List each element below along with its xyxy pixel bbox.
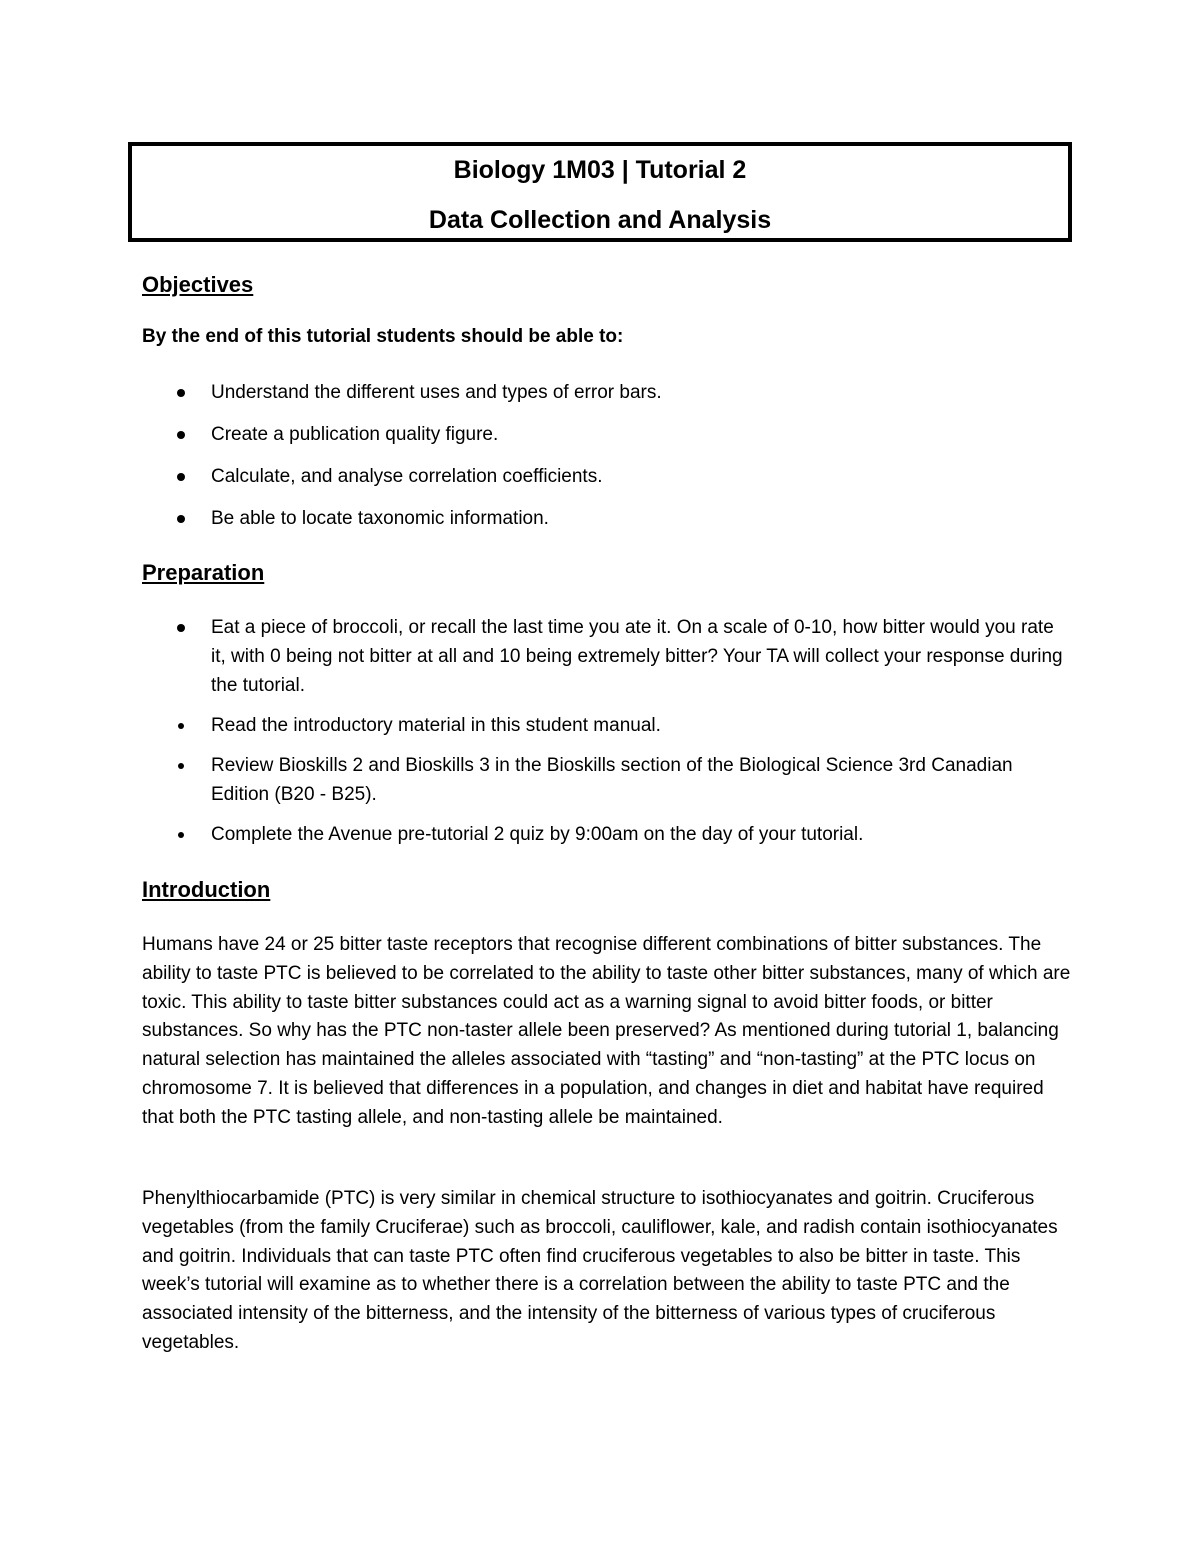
bullet-icon (177, 431, 185, 439)
objectives-heading: Objectives (142, 272, 254, 297)
bullet-icon (177, 389, 185, 397)
preparation-text: Eat a piece of broccoli, or recall the last time you ate it. On a scale of 0-10, how bitter would you rate it, with 0 being not bitter at all and 10 being extremely bitter? Your TA will collect your response during the tutorial. (211, 617, 1063, 696)
tutorial-subtitle: Data Collection and Analysis (428, 206, 772, 234)
list-item (142, 462, 1062, 491)
objective-text: Create a publication quality figure. (211, 424, 499, 445)
bullet-icon (177, 624, 185, 632)
preparation-list (142, 613, 1062, 849)
preparation-text: Read the introductory material in this student manual. (211, 715, 661, 736)
bullet-icon (178, 832, 184, 838)
intro-paragraph-1: Humans have 24 or 25 bitter taste receptors that recognise different combinations of bitter substances. The ability to taste PTC is believed to be correlated to the ability to taste other bitter substances, many of which are toxic. This ability to taste bitter substances could act as a warning signal to avoid bitter foods, or bitter substances. So why has the PTC non-taster allele been preserved? As mentioned during tutorial 1, balancing natural selection has maintained the alleles associated with “tasting” and “non-tasting” at the PTC locus on chromosome 7. It is believed that differences in a population, and changes in diet and habitat have required that both the PTC tasting allele, and non-tasting allele be maintained. (142, 934, 1071, 1128)
preparation-text: Complete the Avenue pre-tutorial 2 quiz by 9:00am on the day of your tutorial. (211, 824, 864, 845)
list-item (142, 820, 1062, 849)
objective-text: Calculate, and analyse correlation coefficients. (211, 466, 603, 487)
introduction-heading: Introduction (142, 877, 271, 902)
preparation-text: Review Bioskills 2 and Bioskills 3 in the Bioskills section of the Biological Science 3rd Canadian Edition (B20 - B25). (211, 755, 1013, 805)
bullet-icon (178, 763, 184, 769)
objectives-list (142, 378, 1062, 533)
list-item (142, 711, 1062, 740)
list-item (142, 504, 1062, 533)
objective-text: Be able to locate taxonomic information. (211, 508, 549, 529)
preparation-heading: Preparation (142, 560, 265, 585)
bullet-icon (178, 723, 184, 729)
course-title: Biology 1M03 | Tutorial 2 (453, 156, 747, 184)
bullet-icon (177, 515, 185, 523)
list-item (142, 420, 1062, 449)
objective-text: Understand the different uses and types of error bars. (211, 382, 662, 403)
intro-paragraph-2: Phenylthiocarbamide (PTC) is very similar in chemical structure to isothiocyanates and goitrin. Cruciferous vegetables (from the family Cruciferae) such as broccoli, cauliflower, kale, and radish contain isothiocyanates and goitrin. Individuals that can taste PTC often find cruciferous vegetables to also be bitter in taste. This week’s tutorial will examine as to whether there is a correlation between the ability to taste PTC and the associated intensity of the bitterness, and the intensity of the bitterness of various types of cruciferous vegetables. (142, 1188, 1058, 1353)
list-item (142, 613, 1071, 700)
list-item (142, 378, 1062, 407)
title-box (128, 142, 1072, 242)
list-item (142, 751, 1041, 809)
objectives-lead: By the end of this tutorial students should be able to: (142, 326, 624, 347)
bullet-icon (177, 473, 185, 481)
